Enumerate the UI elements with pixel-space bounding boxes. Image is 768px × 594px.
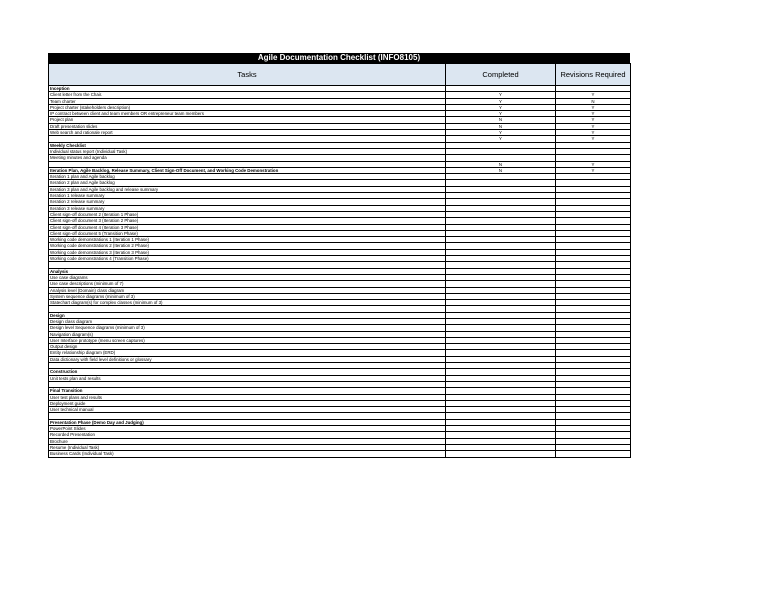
task-cell[interactable]: Working code demonstrations 4 (Transition Phase) — [49, 256, 446, 262]
task-cell[interactable]: User test plans and results — [49, 394, 446, 400]
task-cell[interactable]: Presentation Phase (Demo Day and Judging) — [49, 419, 446, 425]
task-cell[interactable]: Deployment guide — [49, 400, 446, 406]
task-cell[interactable]: User technical manual — [49, 407, 446, 413]
revisions-cell[interactable]: Y — [556, 123, 631, 129]
task-cell[interactable]: Iteration 1 plan and Agile backlog — [49, 174, 446, 180]
task-cell[interactable]: Construction — [49, 369, 446, 375]
revisions-cell[interactable] — [556, 451, 631, 457]
task-cell[interactable]: Recorded Presentation — [49, 432, 446, 438]
task-cell[interactable]: Working code demonstrations 1 (Iteration 1 Phase) — [49, 237, 446, 243]
task-cell[interactable]: Web search and rationale report — [49, 130, 446, 136]
task-cell[interactable]: Statechart diagram(s) for complex classes (minimum of 3) — [49, 300, 446, 306]
task-cell[interactable]: Iteration 2 plan and Agile backlog — [49, 180, 446, 186]
completed-header: Completed — [446, 64, 556, 86]
task-cell[interactable]: Working code demonstrations 3 (Iteration 3 Phase) — [49, 249, 446, 255]
task-cell[interactable]: Resume (Individual Task) — [49, 444, 446, 450]
task-cell[interactable]: Project charter (stakeholders description) — [49, 104, 446, 110]
task-cell[interactable]: Brochure — [49, 438, 446, 444]
task-cell[interactable]: Use case descriptions (minimum of 7) — [49, 281, 446, 287]
revisions-cell[interactable]: Y — [556, 161, 631, 167]
tasks-header: Tasks — [49, 64, 446, 86]
revisions-cell[interactable]: Y — [556, 136, 631, 142]
task-cell[interactable]: Final Transition — [49, 388, 446, 394]
completed-cell[interactable]: Y — [446, 104, 556, 110]
task-cell[interactable]: IP contract between client and team members OR entrepreneur team members — [49, 111, 446, 117]
task-cell[interactable]: Team charter — [49, 98, 446, 104]
sheet-title: Agile Documentation Checklist (INFO8105) — [48, 53, 630, 63]
task-cell[interactable]: Client sign-off document 4 (Iteration 3 Phase) — [49, 224, 446, 230]
completed-cell[interactable]: Y — [446, 111, 556, 117]
task-cell[interactable]: Client letter from the Chair. — [49, 92, 446, 98]
task-cell[interactable]: System sequence diagrams (minimum of 3) — [49, 293, 446, 299]
task-cell[interactable]: Unit tests plan and results — [49, 375, 446, 381]
completed-cell[interactable] — [446, 451, 556, 457]
task-cell[interactable]: Meeting minutes and agenda — [49, 155, 446, 161]
completed-cell[interactable]: N — [446, 117, 556, 123]
task-cell[interactable]: User Interface prototype (menu screen captures) — [49, 337, 446, 343]
completed-cell[interactable]: N — [446, 167, 556, 173]
revisions-cell[interactable]: Y — [556, 92, 631, 98]
completed-cell[interactable]: N — [446, 123, 556, 129]
revisions-cell[interactable]: Y — [556, 167, 631, 173]
revisions-cell[interactable]: N — [556, 98, 631, 104]
completed-cell[interactable]: Y — [446, 136, 556, 142]
revisions-cell[interactable]: Y — [556, 111, 631, 117]
task-cell[interactable]: Client sign-off document 5 (Transition Phase) — [49, 230, 446, 236]
checklist-sheet — [48, 53, 630, 458]
task-cell[interactable]: Data dictionary with field level definitions or glossary — [49, 356, 446, 362]
header-row — [49, 64, 631, 86]
table-row — [49, 451, 631, 457]
task-cell[interactable]: Design class diagram — [49, 318, 446, 324]
revisions-cell[interactable]: Y — [556, 130, 631, 136]
task-cell[interactable]: Navigation diagram(s) — [49, 331, 446, 337]
completed-cell[interactable]: N — [446, 161, 556, 167]
task-cell[interactable]: Individual status report (Individual Task) — [49, 148, 446, 154]
task-cell[interactable]: Client sign-off document 3 (Iteration 2 Phase) — [49, 218, 446, 224]
task-cell[interactable]: Inception — [49, 86, 446, 92]
task-cell[interactable]: PowerPoint Slides — [49, 426, 446, 432]
task-cell[interactable]: Client sign-off document 2 (Iteration 1 Phase) — [49, 211, 446, 217]
revisions-cell[interactable]: Y — [556, 117, 631, 123]
task-cell[interactable]: Iteration 1 release summary — [49, 193, 446, 199]
task-cell[interactable]: Output design — [49, 344, 446, 350]
task-cell[interactable]: Design — [49, 312, 446, 318]
task-cell[interactable]: Analysis — [49, 268, 446, 274]
task-cell[interactable]: Weekly Checklist — [49, 142, 446, 148]
task-cell[interactable]: Business Cards (Individual Task) — [49, 451, 446, 457]
task-cell[interactable]: Draft presentation slides — [49, 123, 446, 129]
task-cell[interactable]: Working code demonstrations 2 (Iteration 2 Phase) — [49, 243, 446, 249]
completed-cell[interactable]: Y — [446, 130, 556, 136]
revisions-cell[interactable]: Y — [556, 104, 631, 110]
task-cell[interactable]: Design level Sequence diagrams (minimum of 3) — [49, 325, 446, 331]
task-cell[interactable]: Iteration 3 release summary — [49, 205, 446, 211]
task-cell[interactable]: Iteration 3 plan and Agile backlog and release summary — [49, 186, 446, 192]
task-cell[interactable]: Iteration Plan, Agile Backlog, Release Summary, Client Sign-Off Document, and Working Code Demonstration — [49, 167, 446, 173]
completed-cell[interactable]: Y — [446, 92, 556, 98]
revisions-header: Revisions Required — [556, 64, 631, 86]
checklist-table — [48, 63, 631, 458]
completed-cell[interactable]: Y — [446, 98, 556, 104]
task-cell[interactable]: Entity relationship diagram (ERD) — [49, 350, 446, 356]
task-cell[interactable]: Project plan — [49, 117, 446, 123]
task-cell[interactable]: Iteration 2 release summary — [49, 199, 446, 205]
task-cell[interactable]: Analysis level (Domain) class diagram — [49, 287, 446, 293]
task-cell[interactable]: Use case diagrams — [49, 274, 446, 280]
